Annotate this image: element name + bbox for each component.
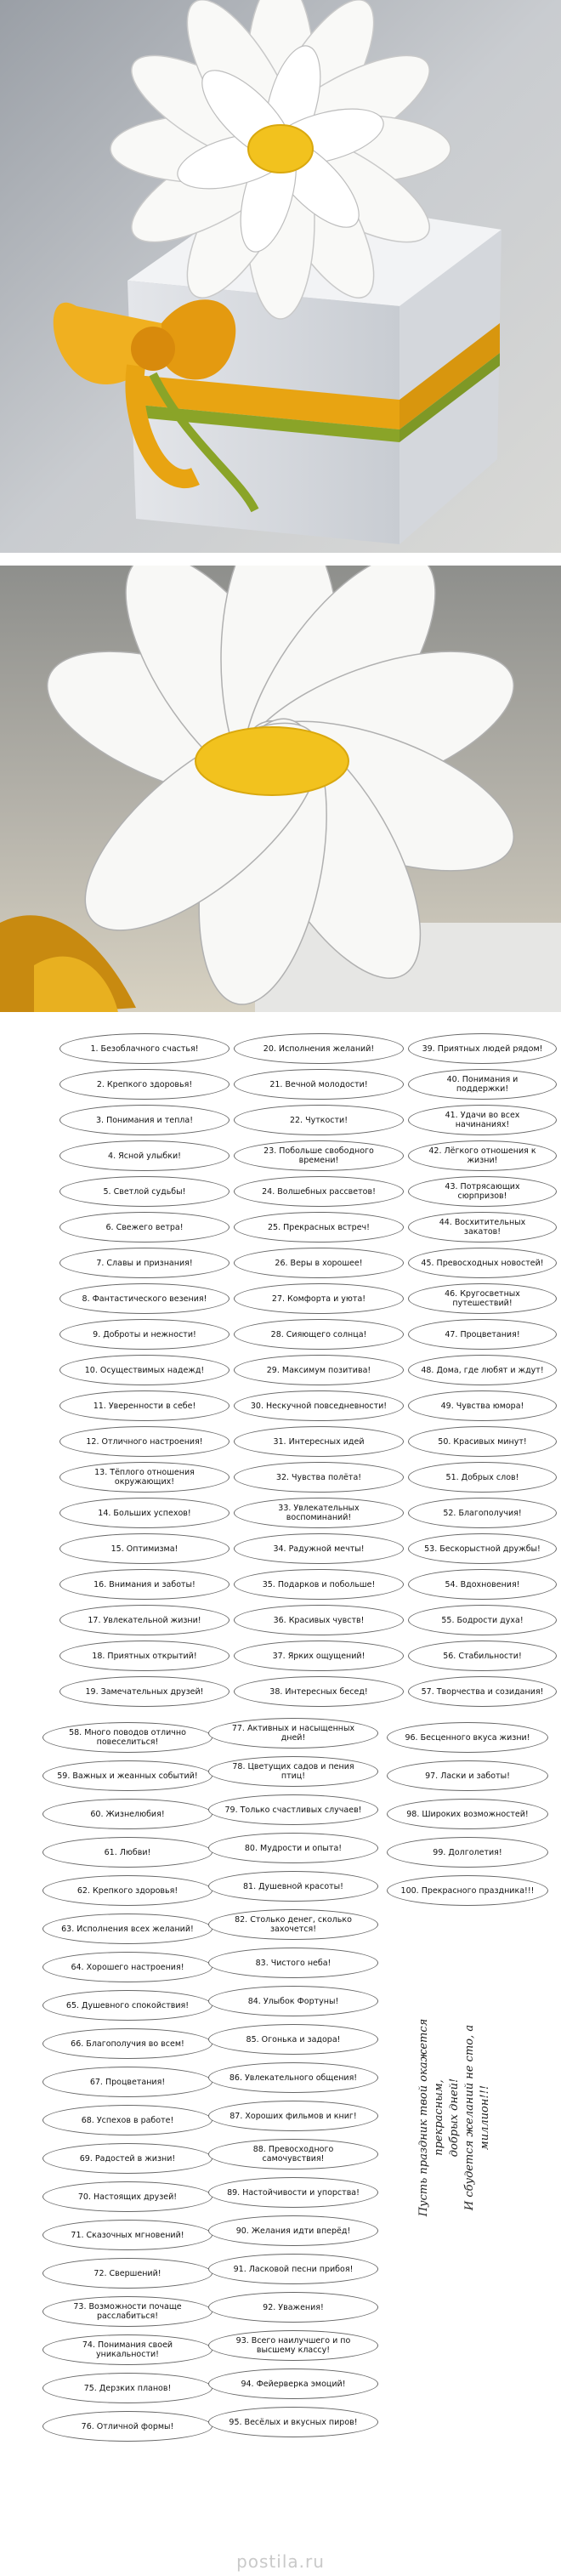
wish-oval: 95. Весёлых и вкусных пиров! <box>208 2407 378 2437</box>
wish-oval: 89. Настойчивости и упорства! <box>208 2177 378 2208</box>
wish-oval: 72. Свершений! <box>42 2258 212 2289</box>
wish-oval: 30. Нескучной повседневности! <box>234 1390 404 1421</box>
wish-oval: 58. Много поводов отлично повеселиться! <box>42 1722 212 1753</box>
flower-center <box>248 125 313 173</box>
wish-oval: 46. Кругосветных путешествий! <box>408 1283 557 1314</box>
wish-oval: 41. Удачи во всех начинаниях! <box>408 1105 557 1135</box>
wish-oval: 17. Увлекательной жизни! <box>60 1605 230 1635</box>
wish-oval: 57. Творчества и созидания! <box>408 1676 557 1707</box>
wish-oval: 74. Понимания своей уникальности! <box>42 2334 212 2365</box>
wish-oval: 73. Возможности почаще расслабиться! <box>42 2296 212 2327</box>
wish-oval: 44. Восхитительных закатов! <box>408 1212 557 1243</box>
wish-oval: 80. Мудрости и опыта! <box>208 1833 378 1863</box>
wish-oval: 62. Крепкого здоровья! <box>42 1875 212 1906</box>
wish-oval: 33. Увлекательных воспоминаний! <box>234 1498 404 1528</box>
photo-gift-box <box>0 0 561 553</box>
site-watermark: postila.ru <box>236 2551 325 2572</box>
wish-oval: 6. Свежего ветра! <box>60 1212 230 1243</box>
wish-oval: 87. Хороших фильмов и книг! <box>208 2101 378 2131</box>
wish-oval: 9. Доброты и нежности! <box>60 1319 230 1350</box>
wish-oval: 1. Безоблачного счастья! <box>60 1033 230 1064</box>
wish-oval: 55. Бодрости духа! <box>408 1605 557 1635</box>
wish-oval: 76. Отличной формы! <box>42 2411 212 2442</box>
wish-oval: 82. Столько денег, сколько захочется! <box>208 1909 378 1940</box>
wish-oval: 36. Красивых чувств! <box>234 1605 404 1635</box>
wish-oval: 45. Превосходных новостей! <box>408 1248 557 1278</box>
wish-oval: 24. Волшебных рассветов! <box>234 1176 404 1207</box>
closing-note <box>416 2007 491 2228</box>
wish-oval: 96. Бесценного вкуса жизни! <box>387 1722 548 1753</box>
wish-oval: 70. Настоящих друзей! <box>42 2181 212 2212</box>
wish-oval: 71. Сказочных мгновений! <box>42 2220 212 2250</box>
wish-oval: 78. Цветущих садов и пения птиц! <box>208 1756 378 1787</box>
closing-note-line1: Пусть праздник твой окажется прекрасным, <box>417 2018 445 2217</box>
wish-oval: 97. Ласки и заботы! <box>387 1760 548 1791</box>
wish-oval: 11. Уверенности в себе! <box>60 1390 230 1421</box>
wish-oval: 10. Осуществимых надежд! <box>60 1355 230 1385</box>
wish-oval: 92. Уважения! <box>208 2292 378 2323</box>
wish-oval: 34. Радужной мечты! <box>234 1533 404 1564</box>
daisy-closeup-illustration <box>0 566 561 1016</box>
wish-oval: 43. Потрясающих сюрпризов! <box>408 1176 557 1207</box>
wish-oval: 94. Фейерверка эмоций! <box>208 2368 378 2399</box>
gift-box-photo-illustration <box>0 0 561 553</box>
wish-oval: 26. Веры в хорошее! <box>234 1248 404 1278</box>
wish-oval: 51. Добрых слов! <box>408 1462 557 1493</box>
wish-oval: 23. Побольше свободного времени! <box>234 1140 404 1171</box>
wish-oval: 84. Улыбок Фортуны! <box>208 1986 378 2016</box>
wish-oval: 86. Увлекательного общения! <box>208 2062 378 2093</box>
wish-oval: 16. Внимания и заботы! <box>60 1569 230 1600</box>
wish-oval: 39. Приятных людей рядом! <box>408 1033 557 1064</box>
wish-oval: 31. Интересных идей <box>234 1426 404 1457</box>
wish-oval: 27. Комфорта и уюта! <box>234 1283 404 1314</box>
wish-oval: 66. Благополучия во всем! <box>42 2028 212 2059</box>
wish-oval: 100. Прекрасного праздника!!! <box>387 1875 548 1906</box>
wish-oval: 49. Чувства юмора! <box>408 1390 557 1421</box>
wish-oval: 48. Дома, где любят и ждут! <box>408 1355 557 1385</box>
wish-oval: 83. Чистого неба! <box>208 1948 378 1978</box>
wish-oval: 42. Лёгкого отношения к жизни! <box>408 1140 557 1171</box>
wish-oval: 15. Оптимизма! <box>60 1533 230 1564</box>
wish-oval: 8. Фантастического везения! <box>60 1283 230 1314</box>
wish-oval: 18. Приятных открытий! <box>60 1641 230 1671</box>
wish-oval: 77. Активных и насыщенных дней! <box>208 1718 378 1749</box>
wish-oval: 38. Интересных бесед! <box>234 1676 404 1707</box>
closing-note-line3: И сбудется желаний не сто, а миллион!!! <box>463 2024 491 2211</box>
wish-oval: 14. Больших успехов! <box>60 1498 230 1528</box>
wish-oval: 98. Широких возможностей! <box>387 1799 548 1829</box>
wish-oval: 12. Отличного настроения! <box>60 1426 230 1457</box>
wish-oval: 68. Успехов в работе! <box>42 2105 212 2135</box>
wish-oval: 22. Чуткости! <box>234 1105 404 1135</box>
wish-oval: 3. Понимания и тепла! <box>60 1105 230 1135</box>
wish-oval: 13. Тёплого отношения окружающих! <box>60 1462 230 1493</box>
flower-center-closeup <box>196 727 348 795</box>
wish-oval: 65. Душевного спокойствия! <box>42 1990 212 2021</box>
wish-oval: 56. Стабильности! <box>408 1641 557 1671</box>
wish-oval: 25. Прекрасных встреч! <box>234 1212 404 1243</box>
wish-oval: 88. Превосходного самочувствия! <box>208 2139 378 2169</box>
wish-oval: 53. Бескорыстной дружбы! <box>408 1533 557 1564</box>
wish-oval: 69. Радостей в жизни! <box>42 2143 212 2174</box>
wish-oval: 37. Ярких ощущений! <box>234 1641 404 1671</box>
wish-oval: 20. Исполнения желаний! <box>234 1033 404 1064</box>
closing-note-line2: добрых дней! <box>448 2078 461 2158</box>
wish-oval: 28. Сияющего солнца! <box>234 1319 404 1350</box>
wish-oval: 63. Исполнения всех желаний! <box>42 1914 212 1944</box>
wish-oval: 47. Процветания! <box>408 1319 557 1350</box>
wish-oval: 4. Ясной улыбки! <box>60 1140 230 1171</box>
wish-oval: 79. Только счастливых случаев! <box>208 1794 378 1825</box>
wish-oval: 59. Важных и жеанных событий! <box>42 1760 212 1791</box>
wish-oval: 91. Ласковой песни прибоя! <box>208 2254 378 2284</box>
wish-oval: 35. Подарков и побольше! <box>234 1569 404 1600</box>
wish-oval: 85. Огонька и задора! <box>208 2024 378 2055</box>
wish-oval: 99. Долголетия! <box>387 1837 548 1868</box>
wish-oval: 29. Максимум позитива! <box>234 1355 404 1385</box>
wish-oval: 2. Крепкого здоровья! <box>60 1069 230 1100</box>
wish-oval: 50. Красивых минут! <box>408 1426 557 1457</box>
wish-oval: 81. Душевной красоты! <box>208 1871 378 1902</box>
wish-oval: 52. Благополучия! <box>408 1498 557 1528</box>
wish-oval: 19. Замечательных друзей! <box>60 1676 230 1707</box>
wish-oval: 5. Светлой судьбы! <box>60 1176 230 1207</box>
wish-oval: 90. Желания идти вперёд! <box>208 2215 378 2246</box>
photo-daisy-closeup <box>0 566 561 1016</box>
wish-oval: 60. Жизнелюбия! <box>42 1799 212 1829</box>
wish-oval: 54. Вдохновения! <box>408 1569 557 1600</box>
wish-oval: 61. Любви! <box>42 1837 212 1868</box>
wish-oval: 67. Процветания! <box>42 2067 212 2097</box>
wish-oval: 93. Всего наилучшего и по высшему классу! <box>208 2330 378 2361</box>
wish-oval: 7. Славы и признания! <box>60 1248 230 1278</box>
wish-oval: 40. Понимания и поддержки! <box>408 1069 557 1100</box>
wish-oval: 32. Чувства полёта! <box>234 1462 404 1493</box>
wish-oval: 64. Хорошего настроения! <box>42 1952 212 1982</box>
wish-oval: 75. Дерзких планов! <box>42 2373 212 2403</box>
wish-oval: 21. Вечной молодости! <box>234 1069 404 1100</box>
